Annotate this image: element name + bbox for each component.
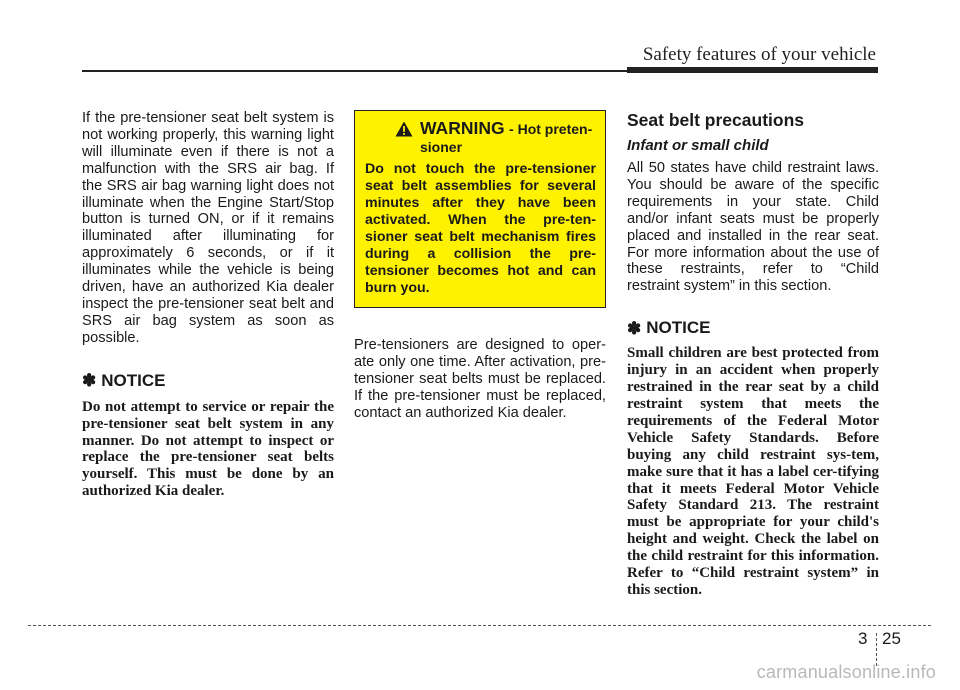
warning-word: WARNING bbox=[420, 118, 505, 138]
notice-heading-right bbox=[627, 318, 879, 338]
pretensioner-warning-light-paragraph: If the pre-tensioner seat belt system is not working properly, this warning light will illuminate even if there is not a malfunction with the SRS air bag. If the SRS air bag warning light does not illuminate when the Engine Start/Stop button is turned ON, or if it remains illuminated after illuminating for approximately 6 seconds, or if it illuminates while the vehicle is being driven, have an authorized Kia dealer inspect the pre-tensioner seat belt and SRS air bag system as soon as possible. bbox=[82, 110, 334, 346]
warning-text: Do not touch the pre-tensioner seat belt assemblies for several minutes after they have been activated. When the pre-ten-sioner seat belt mechanism fires during a collision the pre-tensioner becomes hot and can burn you. bbox=[365, 161, 596, 296]
watermark: carmanualsonline.info bbox=[756, 662, 936, 682]
warning-box bbox=[354, 110, 606, 308]
warning-heading bbox=[395, 119, 596, 157]
pretensioner-replace-paragraph: Pre-tensioners are designed to oper-ate only one time. After activation, pre-tensioner seat belts must be replaced. If the pre-tensioner must be replaced, contact an authorized Kia dealer. bbox=[354, 337, 606, 421]
column-left bbox=[82, 110, 334, 500]
notice-text-right: Small children are best protected from injury in an accident when properly restrained in the rear seat by a child restraint system that meets the requirements of the Federal Motor Vehicle Safety Standards. Before buying any child restraint sys-tem, make sure that it has a label cer-tifying that it meets Federal Motor Vehicle Safety Standard 213. The restraint must be appropriate for your child's height and weight. Check the label on the child restraint for this information. Refer to “Child restraint system” in this section. bbox=[627, 345, 879, 598]
chapter-number: 3 bbox=[858, 629, 868, 648]
column-middle bbox=[354, 110, 606, 422]
header-title: Safety features of your vehicle bbox=[642, 44, 876, 65]
warning-subtitle: - Hot preten-sioner bbox=[420, 121, 593, 155]
column-right bbox=[627, 110, 879, 599]
subsection-title: Infant or small child bbox=[627, 137, 769, 154]
warning-triangle-icon bbox=[395, 121, 413, 137]
section-title: Seat belt precautions bbox=[627, 110, 804, 130]
notice-asterisk-icon: ✽ bbox=[82, 371, 97, 391]
notice-text: Do not attempt to service or repair the pre-tensioner seat belt system in any manner. Do not attempt to inspect or replace the pre-tensioner seat belts yourself. This must be done by an authorized Kia dealer. bbox=[82, 398, 334, 500]
notice-asterisk-icon: ✽ bbox=[627, 318, 642, 338]
notice-title: NOTICE bbox=[101, 370, 166, 390]
header-rule-thick bbox=[627, 67, 878, 73]
child-restraint-laws-paragraph: All 50 states have child restraint laws. You should be aware of the specific requirements in your state. Child and/or infant seats must be properly placed and installed in the rear seat. For more information about the use of these restraints, refer to “Child restraint system” in this section. bbox=[627, 160, 879, 295]
header-rule bbox=[82, 70, 627, 72]
notice-heading bbox=[82, 371, 334, 391]
footer-rule bbox=[28, 625, 931, 626]
notice-title: NOTICE bbox=[646, 318, 711, 338]
page-number: 25 bbox=[882, 629, 901, 648]
